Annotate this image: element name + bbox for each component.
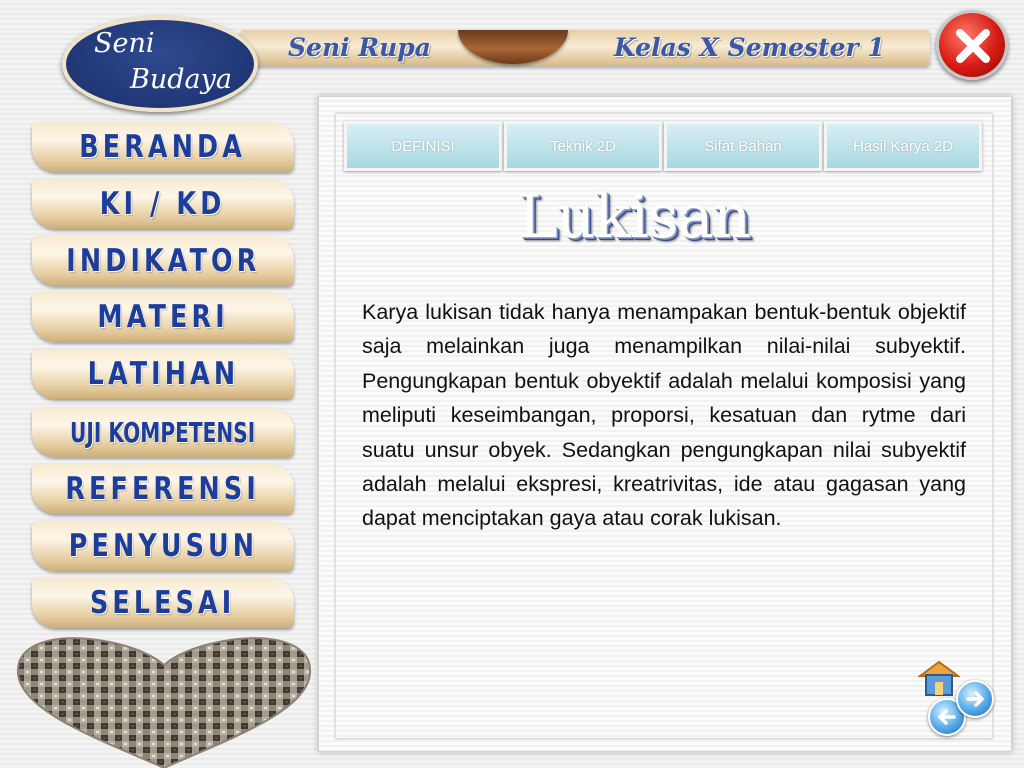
menu-item-uji-kompetensi[interactable]	[32, 407, 294, 457]
home-icon	[918, 658, 960, 700]
photo-heart-collage	[10, 633, 318, 768]
body-paragraph: Karya lukisan tidak hanya menampakan bentuk-bentuk objektif saja melainkan juga menampilkan nilai-nilai subyektif. Pengungkapan bentuk obyektif adalah melalui komposisi yang meliputi keseimbangan, proporsi, kesatuan dan rytme dari suatu unsur obyek. Sedangkan pengungkapan nilai subyektif adalah melalui ekspresi, kreatrivitas, ide atau gagasan yang dapat menciptakan gaya atau corak lukisan.	[362, 300, 966, 531]
menu-item-beranda[interactable]	[32, 122, 294, 172]
tab-definisi[interactable]: DEFINISI	[344, 121, 502, 171]
seni-budaya-logo	[62, 16, 258, 112]
menu-label: INDIKATOR	[65, 243, 261, 279]
next-button[interactable]	[956, 680, 994, 718]
menu-label: UJI KOMPETENSI	[70, 415, 256, 449]
class-semester-title: Kelas X Semester 1	[614, 33, 885, 62]
menu-item-ki-kd[interactable]	[32, 179, 294, 229]
close-x-icon	[952, 25, 994, 67]
menu-label: REFERENSI	[65, 471, 261, 507]
menu-label: PENYUSUN	[68, 528, 258, 564]
menu-label: LATIHAN	[87, 356, 239, 392]
menu-item-indikator[interactable]	[32, 236, 294, 286]
home-button[interactable]	[918, 658, 960, 700]
tab-sifat-bahan[interactable]: Sifat Bahan	[664, 121, 822, 171]
menu-item-selesai[interactable]	[32, 578, 294, 628]
logo-text-seni: Seni	[94, 28, 155, 59]
logo-text-budaya: Budaya	[130, 64, 232, 95]
tab-hasil-karya-2d[interactable]: Hasil Karya 2D	[824, 121, 982, 171]
menu-label: KI / KD	[100, 186, 226, 222]
close-button[interactable]	[936, 10, 1008, 80]
menu-item-materi[interactable]	[32, 292, 294, 342]
menu-label: BERANDA	[79, 129, 247, 165]
tab-teknik-2d[interactable]: Teknik 2D	[504, 121, 662, 171]
menu-item-latihan[interactable]	[32, 349, 294, 399]
menu-label: SELESAI	[90, 585, 236, 621]
menu-item-referensi[interactable]	[32, 464, 294, 514]
arrow-left-icon	[934, 704, 960, 730]
arrow-right-icon	[962, 686, 988, 712]
menu-label: MATERI	[97, 299, 229, 335]
menu-item-penyusun[interactable]	[32, 521, 294, 571]
page-title: Lukisan	[517, 182, 751, 252]
subject-title: Seni Rupa	[288, 33, 431, 62]
